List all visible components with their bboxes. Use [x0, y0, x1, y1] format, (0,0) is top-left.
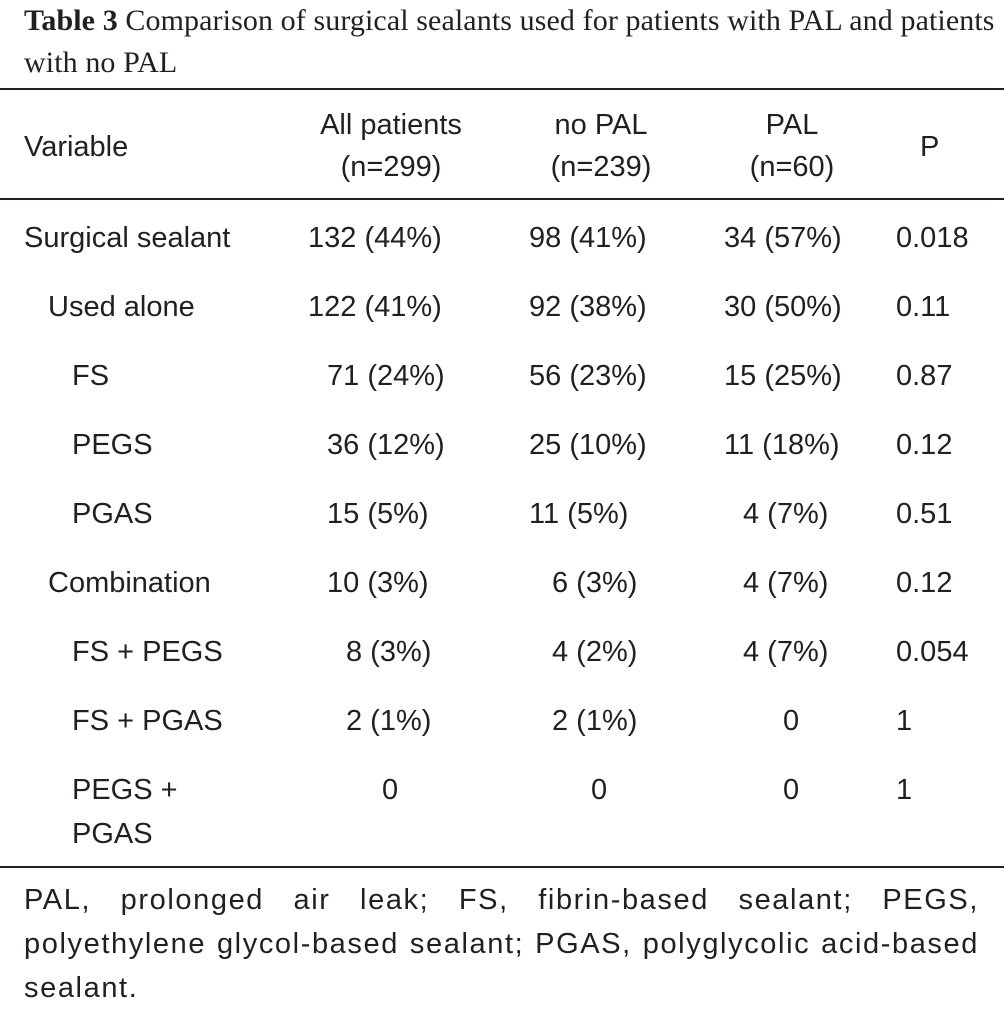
header-no-pal	[501, 104, 701, 188]
row-label: FS + PEGS	[72, 636, 223, 668]
cell-p-value: 0.018	[896, 222, 969, 254]
cell-no-pal: 6 (3%)	[552, 567, 638, 599]
cell-pal: 4 (7%)	[743, 567, 829, 599]
cell-no-pal: 0	[591, 774, 608, 806]
row-label	[72, 768, 178, 856]
row-label: Combination	[48, 567, 211, 599]
table-number: Table 3	[24, 4, 118, 37]
header-all-patients	[291, 104, 491, 188]
cell-all-patients: 10 (3%)	[327, 567, 429, 599]
cell-all-patients: 8 (3%)	[346, 636, 432, 668]
header-no-pal-n: (n=239)	[550, 151, 652, 183]
table-caption	[24, 0, 999, 84]
cell-all-patients: 122 (41%)	[308, 291, 442, 323]
row-label: Surgical sealant	[24, 222, 231, 254]
header-rule	[0, 198, 1004, 200]
row-label-line: PGAS	[72, 818, 153, 850]
table-footnote: PAL, prolonged air leak; FS, fibrin-based sealant; PEGS, polyethylene glycol-based sealant; PGAS, polyglycolic acid-based sealant.	[24, 884, 979, 1004]
cell-pal: 11 (18%)	[724, 429, 840, 461]
cell-pal: 4 (7%)	[743, 498, 829, 530]
cell-p-value: 0.11	[896, 291, 951, 323]
cell-p-value: 1	[896, 774, 913, 806]
cell-no-pal: 2 (1%)	[552, 705, 638, 737]
header-pal-n: (n=60)	[749, 151, 835, 183]
cell-p-value: 0.12	[896, 567, 953, 599]
cell-no-pal: 56 (23%)	[529, 360, 647, 392]
cell-pal: 4 (7%)	[743, 636, 829, 668]
cell-no-pal: 98 (41%)	[529, 222, 647, 254]
row-label: PGAS	[72, 498, 153, 530]
bottom-rule	[0, 866, 1004, 868]
header-no-pal-label: no PAL	[554, 109, 648, 141]
header-all-patients-n: (n=299)	[340, 151, 442, 183]
cell-p-value: 0.054	[896, 636, 969, 668]
header-pal	[692, 104, 892, 188]
cell-no-pal: 25 (10%)	[529, 429, 647, 461]
header-pal-label: PAL	[765, 109, 819, 141]
cell-p-value: 1	[896, 705, 913, 737]
cell-p-value: 0.87	[896, 360, 953, 392]
cell-all-patients: 132 (44%)	[308, 222, 442, 254]
header-variable: Variable	[24, 131, 129, 163]
row-label: Used alone	[48, 291, 195, 323]
cell-pal: 30 (50%)	[724, 291, 842, 323]
header-p-value: P	[920, 131, 940, 163]
top-rule	[0, 88, 1004, 90]
cell-pal: 0	[783, 705, 800, 737]
cell-pal: 34 (57%)	[724, 222, 842, 254]
cell-p-value: 0.51	[896, 498, 953, 530]
cell-all-patients: 71 (24%)	[327, 360, 445, 392]
header-all-patients-label: All patients	[320, 109, 462, 141]
cell-no-pal: 4 (2%)	[552, 636, 638, 668]
cell-p-value: 0.12	[896, 429, 953, 461]
table-title: Comparison of surgical sealants used for patients with PAL and patients with no PAL	[24, 4, 995, 79]
row-label: PEGS	[72, 429, 153, 461]
cell-all-patients: 15 (5%)	[327, 498, 429, 530]
cell-all-patients: 36 (12%)	[327, 429, 445, 461]
cell-all-patients: 2 (1%)	[346, 705, 432, 737]
cell-pal: 0	[783, 774, 800, 806]
row-label-line: PEGS +	[72, 774, 178, 806]
row-label: FS + PGAS	[72, 705, 223, 737]
cell-pal: 15 (25%)	[724, 360, 842, 392]
row-label: FS	[72, 360, 110, 392]
cell-all-patients: 0	[382, 774, 399, 806]
cell-no-pal: 11 (5%)	[529, 498, 629, 530]
cell-no-pal: 92 (38%)	[529, 291, 647, 323]
